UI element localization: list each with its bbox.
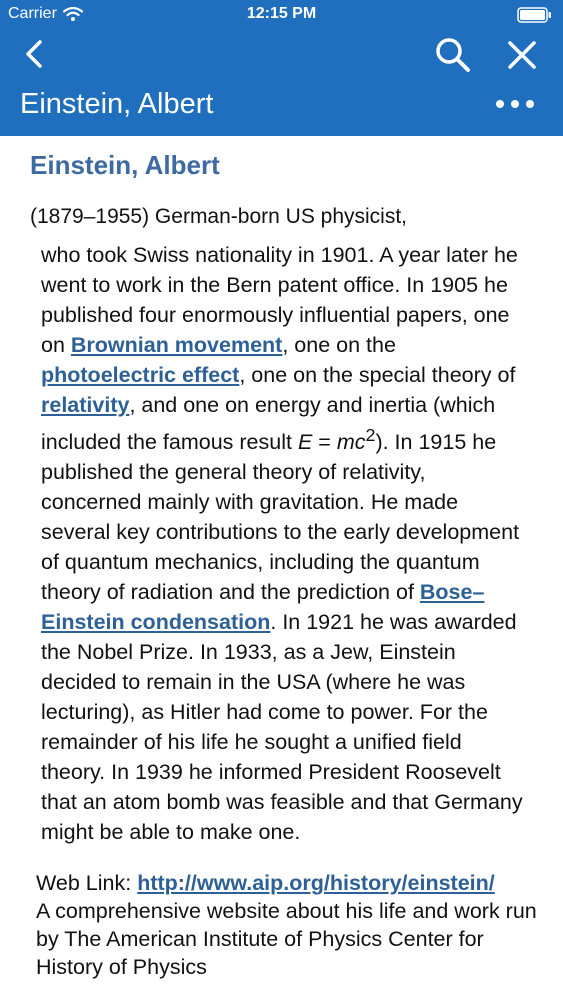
body-text: ). In 1915 he published the general theory of relativity, concerned mainly with gravitation. He made several key contributions to the early development of quantum mechanics, including the quantum theory of radiation and the prediction of	[41, 430, 520, 605]
web-link-url[interactable]: http://www.aip.org/history/einstein/	[137, 871, 495, 895]
web-link-section	[36, 869, 546, 981]
more-dot	[496, 100, 504, 108]
entry-body	[41, 240, 531, 847]
battery-icon	[517, 7, 553, 23]
body-text: , and one on energy and inertia (which included the famous result	[41, 393, 496, 455]
carrier-label: Carrier	[8, 5, 57, 22]
status-time: 12:15 PM	[246, 5, 317, 22]
web-link-description: A comprehensive website about his life and work run by The American Institute of Physics Center for History of Physics	[36, 899, 537, 979]
back-chevron-icon[interactable]	[18, 36, 52, 72]
title-bar	[0, 80, 563, 132]
entry-lead: (1879–1955) German-born US physicist,	[30, 205, 408, 228]
more-icon[interactable]	[496, 100, 534, 108]
web-link-label: Web Link:	[36, 871, 138, 895]
body-text: . In 1921 he was awarded the Nobel Prize. In 1933, as a Jew, Einstein decided to remain in the USA (where he was lecturing), as Hitler had come to power. For the remainder of his life he sought a unified field theory. In 1939 he informed President Roosevelt that an atom bomb was feasible and that Germany might be able to make one.	[41, 610, 523, 845]
formula-mc: mc	[336, 430, 366, 455]
page-title: Einstein, Albert	[20, 88, 214, 120]
more-dot	[511, 100, 519, 108]
photoelectric-effect-link[interactable]: photoelectric effect	[41, 363, 240, 387]
body-text: , one on the	[282, 333, 396, 357]
app-header	[0, 0, 563, 136]
body-text: who took Swiss nationality in 1901. A year later he went to work in the Bern patent office. In 1905 he published four enormously influential papers, one on	[41, 243, 518, 357]
formula-exponent: 2	[365, 425, 376, 445]
formula-e: E	[297, 430, 313, 455]
close-icon[interactable]	[503, 36, 541, 74]
nav-bar	[0, 30, 563, 78]
formula-equals: =	[312, 430, 337, 455]
bose-einstein-link[interactable]: Bose–Einstein condensation	[41, 580, 485, 635]
entry-heading: Einstein, Albert	[30, 150, 220, 180]
search-icon[interactable]	[433, 35, 473, 75]
body-text: , one on the special theory of	[239, 363, 516, 387]
brownian-movement-link[interactable]: Brownian movement	[70, 333, 283, 357]
relativity-link[interactable]: relativity	[41, 393, 130, 417]
more-dot	[526, 100, 534, 108]
status-bar	[0, 0, 563, 30]
